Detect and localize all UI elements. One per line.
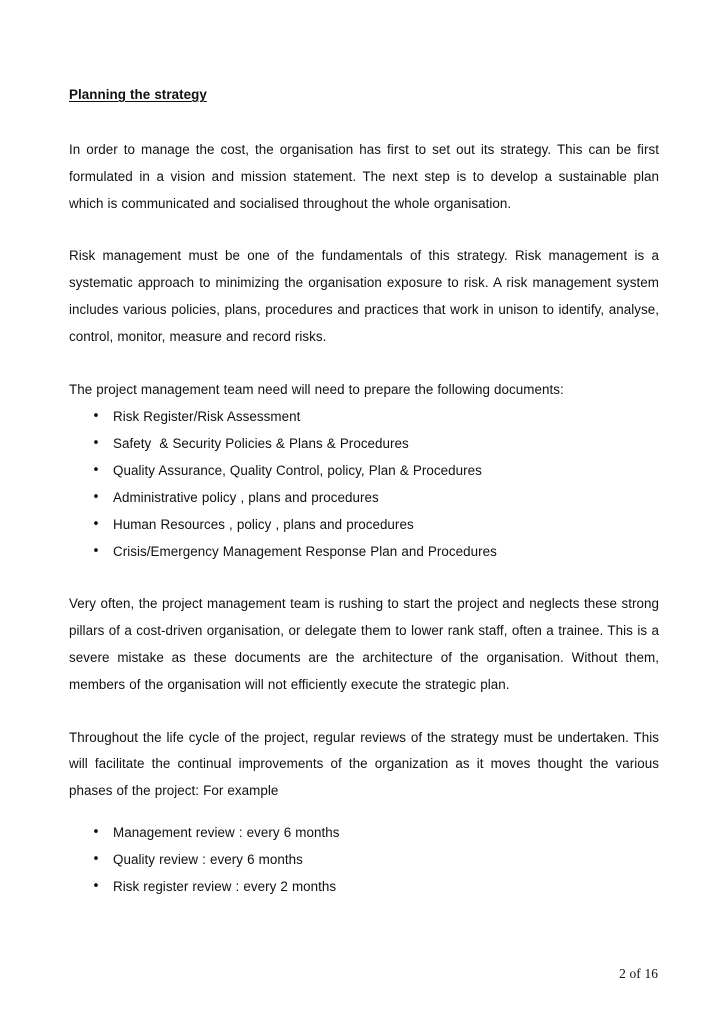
list-item bbox=[69, 403, 659, 430]
bullet-icon: • bbox=[92, 544, 100, 560]
list-item bbox=[69, 846, 659, 873]
document-body bbox=[69, 85, 659, 900]
list-item-text: Crisis/Emergency Management Response Plan and Procedures bbox=[113, 544, 497, 560]
list-item-text: Quality review : every 6 months bbox=[113, 851, 303, 867]
list-item-text: Administrative policy , plans and procedures bbox=[113, 490, 379, 506]
section-title: Planning the strategy bbox=[69, 87, 207, 102]
bullet-icon: • bbox=[92, 409, 100, 425]
list-item-text: Safety & Security Policies & Plans & Procedures bbox=[113, 436, 409, 452]
list-item bbox=[69, 511, 659, 538]
paragraph-risk-management: Risk management must be one of the fundamentals of this strategy. Risk management is a systematic approach to minimizing the organisation exposure to risk. A risk management system includes various policies, plans, procedures and practices that work in unison to identify, analyse, control, monitor, measure and record risks. bbox=[69, 248, 659, 344]
list-item bbox=[69, 457, 659, 484]
bullet-icon: • bbox=[92, 436, 100, 452]
list-item-text: Quality Assurance, Quality Control, policy, Plan & Procedures bbox=[113, 463, 482, 479]
list-item bbox=[69, 538, 659, 565]
list-item bbox=[69, 430, 659, 457]
documents-list bbox=[69, 403, 659, 565]
list-item-text: Risk register review : every 2 months bbox=[113, 878, 337, 894]
list-item-text: Management review : every 6 months bbox=[113, 824, 340, 840]
bullet-icon: • bbox=[92, 878, 100, 894]
paragraph-reviews-intro: Throughout the life cycle of the project, regular reviews of the strategy must be undertaken. This will facilitate the continual improvements of the organization as it moves thought the various phases of the project: For example bbox=[69, 729, 659, 799]
list-item-text: Human Resources , policy , plans and procedures bbox=[113, 517, 414, 533]
page-number: 2 of 16 bbox=[619, 966, 658, 981]
paragraph-documents-intro: The project management team need will need to prepare the following documents: bbox=[69, 381, 564, 397]
list-item bbox=[69, 873, 659, 900]
list-item-text: Risk Register/Risk Assessment bbox=[113, 409, 301, 425]
reviews-list bbox=[69, 819, 659, 900]
bullet-icon: • bbox=[92, 851, 100, 867]
bullet-icon: • bbox=[92, 490, 100, 506]
bullet-icon: • bbox=[92, 824, 100, 840]
list-item bbox=[69, 484, 659, 511]
paragraph-strategy: In order to manage the cost, the organisation has first to set out its strategy. This can be first formulated in a vision and mission statement. The next step is to develop a sustainable plan which is communicated and socialised throughout the whole organisation. bbox=[69, 142, 659, 211]
list-item bbox=[69, 819, 659, 846]
paragraph-neglect-warning: Very often, the project management team is rushing to start the project and neglects these strong pillars of a cost-driven organisation, or delegate them to lower rank staff, often a trainee. This is a severe mistake as these documents are the architecture of the organisation. Without them, members of the organisation will not efficiently execute the strategic plan. bbox=[69, 596, 659, 692]
bullet-icon: • bbox=[92, 517, 100, 533]
bullet-icon: • bbox=[92, 463, 100, 479]
